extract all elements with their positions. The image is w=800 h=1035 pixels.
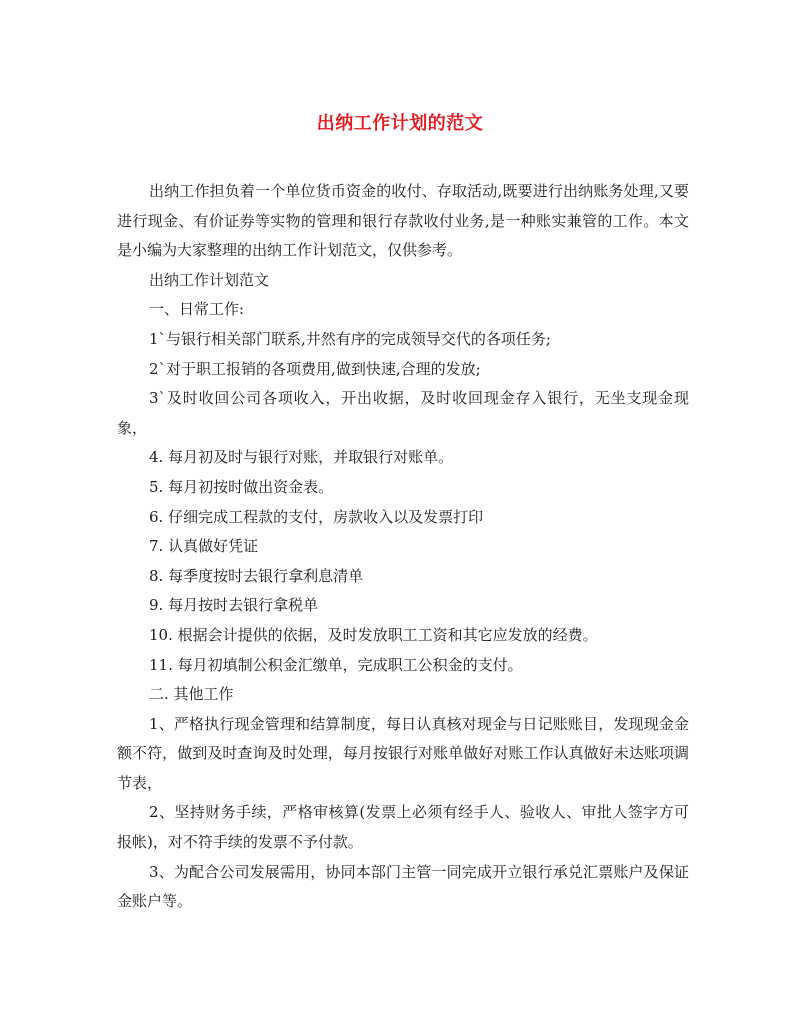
list-item-3: 3`及时收回公司各项收入，开出收据，及时收回现金存入银行，无坐支现金现象， [117,389,689,437]
list-item-5: 5. 每月初按时做出资金表。 [149,477,334,496]
other-item-3: 3、为配合公司发展需用，协同本部门主管一同完成开立银行承兑汇票账户及保证金账户等。 [117,862,689,911]
section-heading-plan: 出纳工作计划范文 [149,270,270,289]
intro-paragraph: 出纳工作担负着一个单位货币资金的收付、存取活动,既要进行出纳账务处理,又要进行现金、有价证券等实物的管理和银行存款收付业务,是一种账实兼管的工作。本文是小编为大家整理的出纳工作计划范文，仅供参考。 [117,182,689,260]
list-item-7: 7. 认真做好凭证 [149,537,259,556]
other-item-2: 2、坚持财务手续，严格审核算(发票上必须有经手人、验收人、审批人签字方可报帐)，对不符手续的发票不予付款。 [117,803,689,852]
list-item-2: 2`对于职工报销的各项费用,做到快速,合理的发放; [149,359,481,378]
list-item-10: 10. 根据会计提供的依据，及时发放职工工资和其它应发放的经费。 [149,625,598,644]
list-item-1: 1`与银行相关部门联系,井然有序的完成领导交代的各项任务; [149,329,551,348]
list-item-11: 11. 每月初填制公积金汇缴单，完成职工公积金的支付。 [149,655,523,674]
list-item-6: 6. 仔细完成工程款的支付，房款收入以及发票打印 [149,507,484,526]
document-title: 出纳工作计划的范文 [316,113,484,134]
section-heading-other-work: 二. 其他工作 [149,685,234,704]
list-item-9: 9. 每月按时去银行拿税单 [149,596,319,615]
document-body [117,177,689,917]
section-heading-daily-work: 一、日常工作: [149,300,245,319]
other-item-1: 1、严格执行现金管理和结算制度，每日认真核对现金与日记账账目，发现现金金额不符，做到及时查询及时处理，每月按银行对账单做好对账工作认真做好未达账项调节表， [117,714,689,792]
list-item-8: 8. 每季度按时去银行拿利息清单 [149,566,364,585]
list-item-4: 4. 每月初及时与银行对账，并取银行对账单。 [149,448,454,467]
